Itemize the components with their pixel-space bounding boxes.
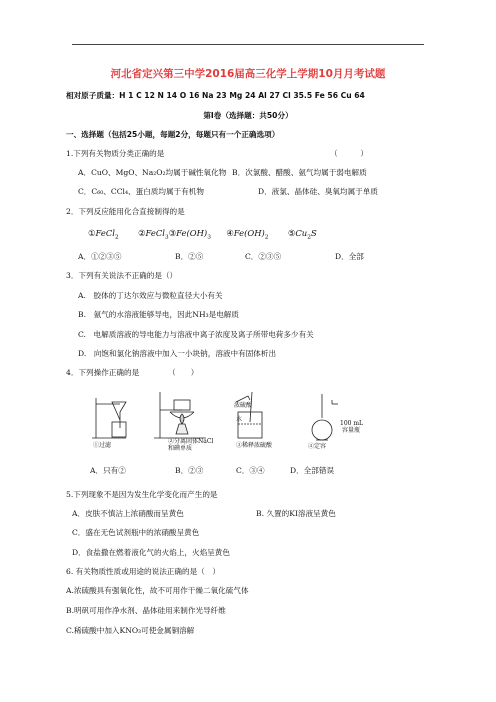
q5-stem: 5.下列现象不是因为发生化学变化而产生的是 [66, 490, 218, 499]
lab-apparatus-figure [86, 390, 412, 452]
q4-option-c: C．③④ [236, 466, 265, 475]
header-rule [72, 44, 424, 45]
q3-stem: 3．下列有关说法不正确的是（） [66, 271, 178, 280]
section-heading: 第Ⅰ卷（选择题：共50分） [203, 111, 293, 120]
part-heading: 一、选择题（包括25小题，每题2分，每题只有一个正确选项） [66, 130, 280, 139]
q5-option-a: A．皮肤不慎沾上浓硝酸而呈黄色 [72, 509, 184, 518]
q1-option-c: C．C₆₀、CCl₄、蛋白质均属于有机物 [78, 187, 204, 196]
q6-option-c: C.稀硫酸中加入KNO₃可使金属铜溶解 [66, 626, 195, 635]
q3-option-c: C. 电解质溶液的导电能力与溶液中离子浓度及离子所带电荷多少有关 [78, 330, 314, 339]
atomic-masses: 相对原子质量：H 1 C 12 N 14 O 16 Na 23 Mg 24 Al 27 Cl 35.5 Fe 56 Cu 64 [66, 91, 365, 100]
q6-option-a: A.浓硫酸具有强氧化性，故不可用作干燥二氧化硫气体 [66, 586, 249, 595]
q1-paren: （ ） [330, 149, 368, 158]
q3-option-a: A. 胶体的丁达尔效应与微粒直径大小有关 [78, 291, 223, 300]
q4-paren: （ ） [168, 368, 199, 377]
label-water: 水 [236, 416, 243, 423]
q1-option-d: D．液氯、晶体硅、臭氧均属于单质 [258, 187, 378, 196]
q2-stem: 2．下列反应能用化合直接制得的是 [66, 207, 185, 216]
filtration-apparatus [92, 398, 126, 438]
caption-sublimation-1: ②分离固体NaCl [168, 438, 214, 445]
q2-option-d: D．全部 [335, 252, 364, 261]
q2-option-b: B．②⑤ [175, 252, 204, 261]
q4-stem: 4．下列操作正确的是 [66, 368, 140, 377]
volumetric-flask [312, 394, 338, 440]
caption-sublimation-2: 和碘单质 [168, 445, 193, 452]
q1-option-b: B．次氯酸、醋酸、氨气均属于弱电解质 [232, 168, 367, 177]
q3-option-d: D. 向饱和氯化钠溶液中加入一小块钠，溶液中有固体析出 [78, 349, 277, 358]
dilution-apparatus [236, 392, 262, 438]
q5-option-b: B. 久置的KI溶液呈黄色 [256, 509, 336, 518]
q4-option-b: B．②③ [175, 466, 204, 475]
q1-stem: 1.下列有关物质分类正确的是 [66, 149, 165, 158]
label-volumetric-flask: 容量瓶 [342, 427, 361, 434]
q6-stem: 6. 有关物质性质或用途的说法正确的是（ ） [66, 567, 220, 576]
q3-option-b: B. 氨气的水溶液能够导电，因此NH₃是电解质 [78, 310, 239, 319]
q2-formula-list: ①FeCl$_2$ $②FeCl_3③Fe(OH)_3$ $④Fe(OH)_2$ $⑤Cu_2S$ [88, 228, 317, 241]
caption-constant-volume: ④定容 [308, 443, 327, 450]
q6-option-b: B.明矾可用作净水剂、晶体硅用来制作光导纤维 [66, 606, 226, 615]
q5-option-d: D．食盐撒在燃着液化气的火焰上，火焰呈黄色 [72, 548, 230, 557]
label-conc-sulfuric-acid: 浓硫酸 [234, 402, 253, 409]
q1-option-a: A．CuO、MgO、Na₂O₂均属于碱性氧化物 [78, 168, 227, 177]
q2-option-c: C．②③⑤ [245, 252, 282, 261]
q4-option-a: A．只有② [90, 466, 126, 475]
sublimation-apparatus [154, 392, 206, 438]
q2-option-a: A．①②③⑤ [78, 252, 122, 261]
label-flask-volume: 100 mL [340, 420, 364, 427]
exam-title: 河北省定兴第三中学2016届高三化学上学期10月月考试题 [110, 68, 386, 80]
q5-option-c: C．盛在无色试剂瓶中的浓硝酸呈黄色 [72, 528, 200, 537]
caption-dilution: ③稀释浓硫酸 [236, 442, 273, 449]
caption-filtration: ①过滤 [93, 442, 112, 449]
q4-option-d: D．全部错误 [290, 466, 335, 475]
